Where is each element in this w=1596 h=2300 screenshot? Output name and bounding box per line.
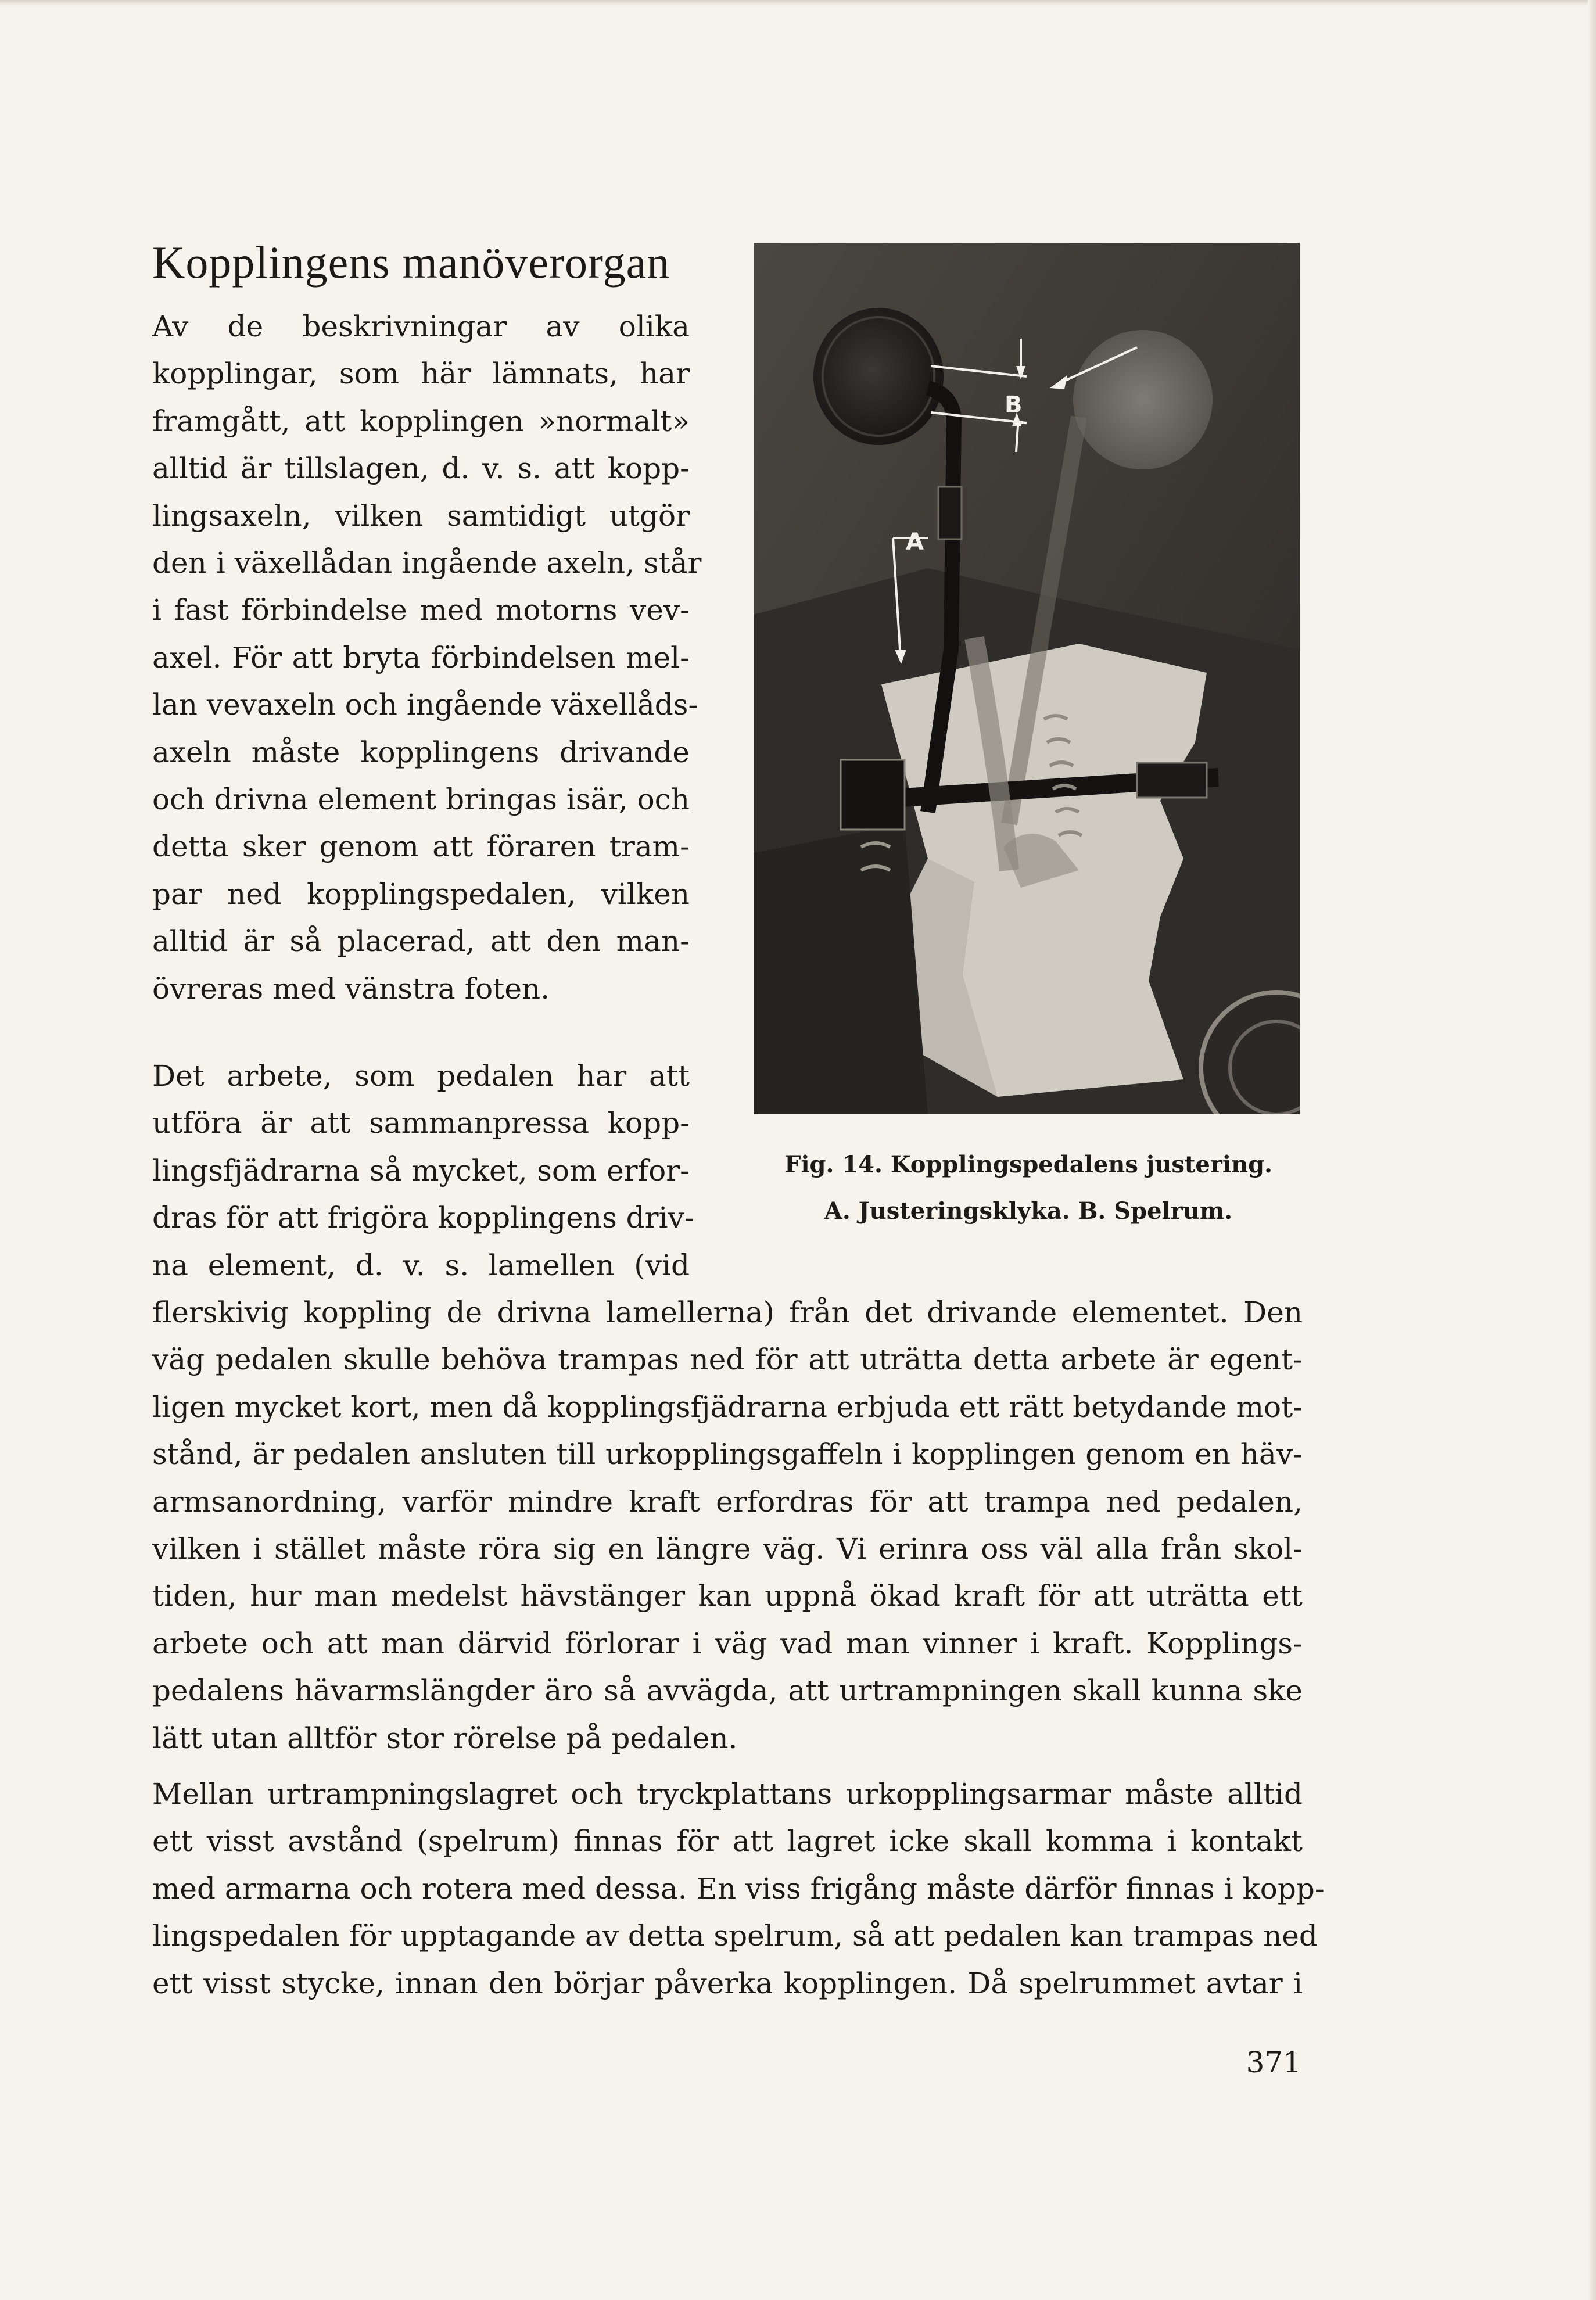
text-line: pedalens hävarmslängder äro så avvägda, att urtrampningen skall kunna ske: [152, 1674, 1303, 1708]
text-line: lingsfjädrarna så mycket, som erfor-: [152, 1153, 690, 1187]
text-line: lan vevaxeln och ingående växellåds-: [152, 688, 698, 722]
text-line: utföra är att sammanpressa kopp-: [152, 1106, 690, 1140]
clutch-pedal-photo-illustration: [754, 243, 1300, 1114]
text-line: vilken i stället måste röra sig en längre väg. Vi erinra oss väl alla från skol-: [152, 1532, 1303, 1566]
text-line: övreras med vänstra foten.: [152, 971, 550, 1006]
text-line: arbete och att man därvid förlorar i väg vad man vinner i kraft. Kopplings-: [152, 1626, 1303, 1660]
page-edge: [0, 0, 1596, 6]
text-line: detta sker genom att föraren tram-: [152, 830, 690, 864]
text-line: framgått, att kopplingen »normalt»: [152, 404, 690, 438]
text-line: i fast förbindelse med motorns vev-: [152, 593, 690, 627]
text-line: armsanordning, varför mindre kraft erfordras för att trampa ned pedalen,: [152, 1484, 1303, 1519]
text-line: lätt utan alltför stor rörelse på pedalen.: [152, 1721, 738, 1755]
text-line: axel. För att bryta förbindelsen mel-: [152, 640, 690, 674]
label-a: A: [906, 529, 924, 555]
text-line: ett visst avstånd (spelrum) finnas för att lagret icke skall komma i kontakt: [152, 1824, 1303, 1858]
second-paragraph-full: [152, 1289, 1303, 1762]
third-paragraph: [152, 1771, 1325, 2007]
page-number: 371: [1246, 2046, 1301, 2079]
text-line: ett visst stycke, innan den börjar påverka kopplingen. Då spelrummet avtar i: [152, 1966, 1303, 2000]
text-line: lingspedalen för upptagande av detta spelrum, så att pedalen kan trampas ned: [152, 1919, 1318, 1953]
text-line: alltid är tillslagen, d. v. s. att kopp-: [152, 451, 690, 486]
section-heading: Kopplingens manöverorgan: [152, 237, 670, 288]
text-line: Av de beskrivningar av olika: [152, 310, 690, 343]
second-paragraph-column: [152, 1053, 694, 1289]
intro-paragraph: [152, 303, 702, 1013]
text-line: par ned kopplingspedalen, vilken: [152, 877, 690, 911]
label-b: B: [1005, 392, 1023, 418]
text-line: axeln måste kopplingens drivande: [152, 735, 690, 769]
text-line: tiden, hur man medelst hävstänger kan uppnå ökad kraft för att uträtta ett: [152, 1579, 1303, 1613]
text-line: Det arbete, som pedalen har att: [152, 1059, 690, 1093]
text-line: Mellan urtrampningslagret och tryckplattans urkopplingsarmar måste alltid: [152, 1777, 1303, 1811]
text-line: dras för att frigöra kopplingens driv-: [152, 1201, 694, 1235]
text-line: väg pedalen skulle behöva trampas ned för att uträtta detta arbete är egent-: [152, 1343, 1303, 1377]
text-line: och drivna element bringas isär, och: [152, 783, 690, 817]
text-line: na element, d. v. s. lamellen (vid: [152, 1248, 690, 1282]
text-line: ligen mycket kort, men då kopplingsfjädrarna erbjuda ett rätt betydande mot-: [152, 1390, 1303, 1424]
figure-photo: [754, 243, 1300, 1114]
figure-caption-line-1: Fig. 14. Kopplingspedalens justering.: [784, 1151, 1273, 1178]
text-line: med armarna och rotera med dessa. En viss frigång måste därför finnas i kopp-: [152, 1871, 1325, 1906]
text-line: lingsaxeln, vilken samtidigt utgör: [152, 498, 690, 533]
text-line: flerskivig koppling de drivna lamellerna) från det drivande elementet. Den: [152, 1296, 1303, 1329]
page-edge-right: [1588, 0, 1596, 2300]
text-line: stånd, är pedalen ansluten till urkopplingsgaffeln i kopplingen genom en häv-: [152, 1437, 1303, 1472]
text-line: kopplingar, som här lämnats, har: [152, 357, 690, 391]
text-line: alltid är så placerad, att den man-: [152, 924, 690, 959]
figure-caption-line-2: A. Justeringsklyka. B. Spelrum.: [824, 1197, 1233, 1225]
text-line: den i växellådan ingående axeln, står: [152, 546, 702, 580]
